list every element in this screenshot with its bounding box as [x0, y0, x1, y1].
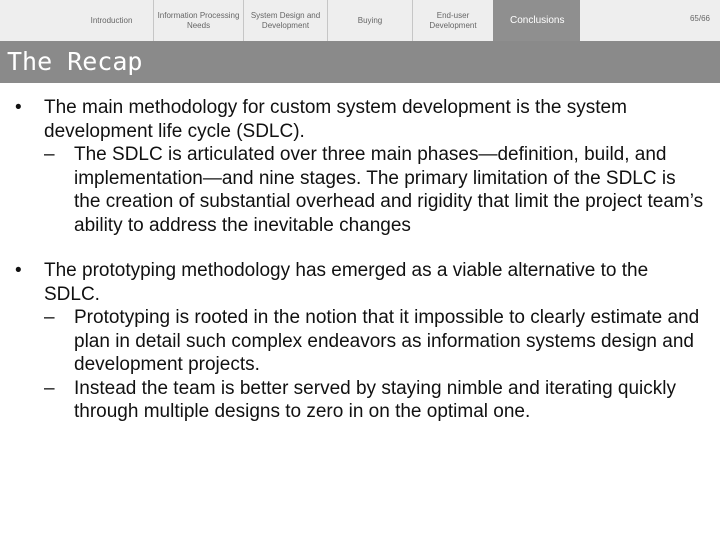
bullet-text: The main methodology for custom system development is the system development life cycle (SDLC). — [44, 97, 627, 142]
sub-bullet-marker: – — [44, 377, 55, 399]
sub-bullet-marker: – — [44, 307, 55, 328]
bullet-item — [15, 259, 705, 424]
nav-tab-buying[interactable]: Buying — [328, 0, 413, 41]
bullet-marker: • — [15, 97, 22, 118]
nav-tab-end-user-development[interactable]: End-user Development — [429, 10, 477, 30]
bullet-item — [15, 96, 705, 237]
sub-bullet-item — [44, 143, 705, 237]
sub-bullet-text: The SDLC is articulated over three main phases—definition, build, and implementation—and nine stages. The primary limitation of the SDLC is the creation of substantial overhead and rigidity that limit the project team’s ability to address the inevitable changes — [74, 144, 704, 236]
nav-tab-introduction[interactable]: Introduction — [70, 0, 154, 41]
nav-tab-conclusions[interactable]: Conclusions — [493, 0, 580, 41]
page-number: 65/66 — [689, 14, 710, 23]
section-nav-bar — [0, 0, 720, 41]
nav-tab-information-processing-needs[interactable]: Information Processing Needs — [154, 0, 244, 41]
slide-title: The Recap — [7, 47, 143, 76]
slide-body — [15, 96, 705, 424]
sub-bullet-text: Prototyping is rooted in the notion that it impossible to clearly estimate and plan in detail such complex endeavors as information systems design and development projects. — [74, 307, 700, 375]
sub-bullet-item — [44, 306, 705, 377]
sub-bullet-text: Instead the team is better served by staying nimble and iterating quickly through multiple designs to zero in on the optimal one. — [74, 377, 676, 422]
sub-bullet-item — [44, 377, 705, 424]
sub-bullet-marker: – — [44, 144, 55, 165]
bullet-marker: • — [15, 260, 22, 281]
nav-tab-system-design-and-development[interactable]: System Design and Development — [244, 0, 328, 41]
bullet-text: The prototyping methodology has emerged as a viable alternative to the SDLC. — [44, 260, 649, 305]
